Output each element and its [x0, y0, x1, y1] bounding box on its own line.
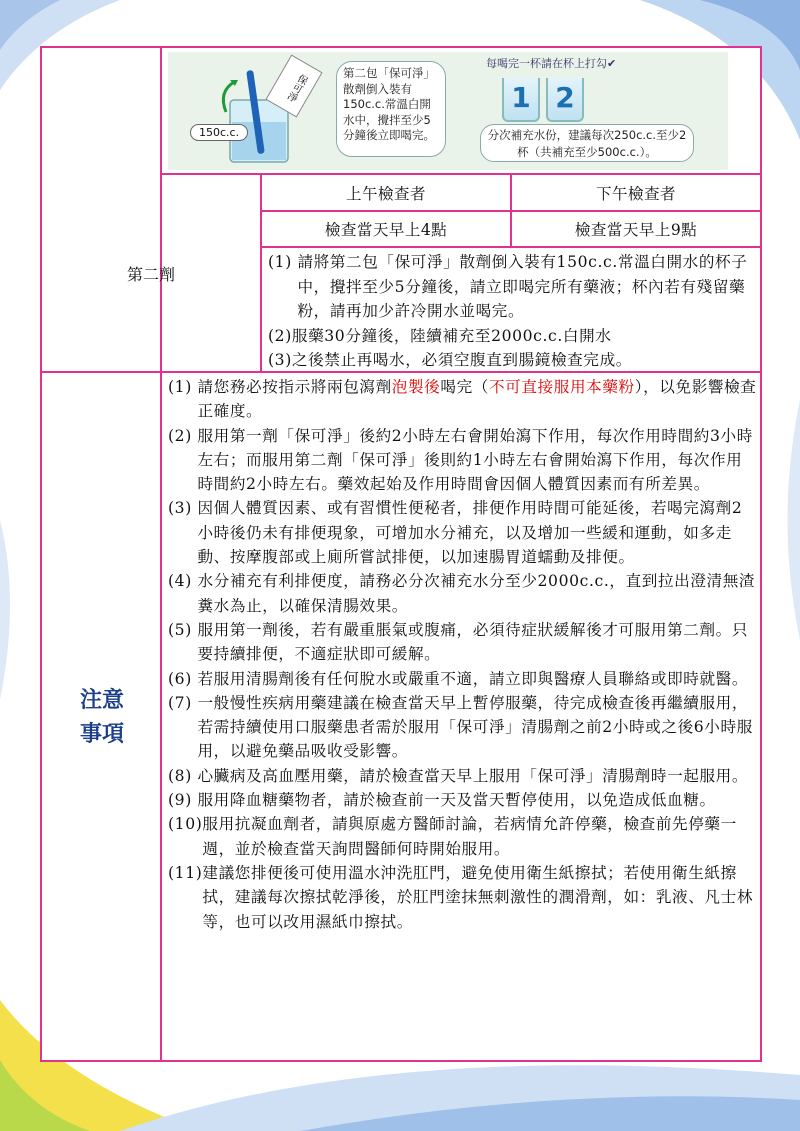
item-number: (3)	[168, 499, 198, 518]
item-text-part: ），以免影響檢查 正確度。	[197, 378, 773, 421]
emphasis-text: 泡製後	[391, 378, 441, 396]
morning-dose-time: 檢查當天早上4點	[324, 221, 448, 239]
list-item	[168, 691, 758, 764]
item-number: (5)	[168, 620, 198, 639]
notice-title-line: 事項	[79, 722, 124, 747]
item-text-part: 喝完（	[440, 378, 489, 396]
item-number: (3)	[268, 351, 292, 369]
list-item	[168, 618, 758, 667]
item-text: 服用降血糖藥物者，請於檢查前一天及當天暫停使用，以免造成低血糖。	[197, 791, 716, 810]
afternoon-examinee-header: 下午檢查者	[595, 185, 676, 203]
item-text: 一般慢性疾病用藥建議在檢查當天早上暫停服藥，待完成檢查後再繼續服用，若需持續使用口服藥患者需於服用「保可淨」清腸劑之前2小時或之後6小時服用，以避免藥品吸收受影響。	[197, 693, 753, 761]
item-text: 若服用清腸劑後有任何脫水或嚴重不適，請立即與醫療人員聯絡或即時就醫。	[197, 669, 749, 688]
item-text: 服用第一劑「保可淨」後約2小時左右會開始瀉下作用，每次作用時間約3小時左右；而服用第二劑「保可淨」後則約1小時左右會開始瀉下作用，每次作用時間約2小時左右。藥效起始及作用時間會因個人體質因素而有所差異。	[197, 426, 753, 494]
item-text: 請將第二包「保可淨」散劑倒入裝有150c.c.常溫白開水的杯子中，攪拌至少5分鐘後，請立即喝完所有藥液；杯內若有殘留藥粉，請再加少許冷開水並喝完。	[297, 253, 748, 320]
item-text: 建議您排便後可使用溫水沖洗肛門，避免使用衛生紙擦拭；若使用衛生紙擦拭，建議每次擦拭乾淨後，於肛門塗抹無刺激性的潤滑劑，如：乳液、凡士林等，也可以改用濕紙巾擦拭。	[202, 863, 754, 931]
item-number: (1)	[268, 253, 298, 271]
item-number: (2)	[168, 426, 198, 445]
list-item	[268, 348, 758, 373]
list-item	[168, 861, 758, 934]
water-cup-2: 2	[546, 78, 584, 122]
item-number: (11)	[168, 863, 203, 882]
item-text: 心臟病及高血壓用藥，請於檢查當天早上服用「保可淨」清腸劑時一起服用。	[197, 766, 749, 785]
item-number: (4)	[168, 572, 198, 591]
list-item	[168, 764, 758, 788]
item-text: 水分補充有利排便度，請務必分次補充水分至少2000c.c.，直到拉出澄清無渣糞水為止，以確保清腸效果。	[197, 572, 756, 615]
item-number: (8)	[168, 766, 198, 785]
item-number: (6)	[168, 669, 198, 688]
afternoon-dose-time: 檢查當天早上9點	[574, 221, 698, 239]
water-intake-note: 分次補充水份，建議每次250c.c.至少2杯（共補充至少500c.c.）。	[480, 124, 694, 162]
glass-volume-label: 150c.c.	[190, 124, 248, 141]
item-text-part: 請您務必按指示將兩包瀉劑	[197, 378, 392, 396]
checkmark-hint: 每喝完一杯請在杯上打勾✔	[486, 57, 617, 70]
item-text: 服用第一劑後，若有嚴重脹氣或腹痛，必須待症狀緩解後才可服用第二劑。只要持續排便，不適症狀即可緩解。	[197, 620, 749, 664]
water-cup-1: 1	[502, 78, 540, 122]
packet-label: 保可淨	[283, 71, 309, 103]
list-item	[168, 496, 758, 569]
list-item	[168, 667, 758, 691]
list-item	[168, 788, 758, 812]
item-text: 服用抗凝血劑者，請與原處方醫師討論，若病情允許停藥，檢查前先停藥一週，並於檢查當天詢問醫師何時開始服用。	[202, 815, 737, 858]
warning-text: 不可直接服用本藥粉	[488, 378, 635, 396]
item-number: (10)	[168, 815, 203, 834]
list-item	[168, 424, 758, 497]
second-dose-label: 第二劑	[126, 265, 175, 284]
instruction-illustration	[168, 52, 728, 170]
mixing-instruction-bubble: 第二包「保可淨」散劑倒入裝有150c.c.常溫白開水中，攪拌至少5分鐘後立即喝完。	[336, 61, 446, 157]
list-item	[168, 812, 758, 861]
list-item	[168, 569, 758, 618]
list-item	[268, 250, 758, 324]
item-text: 之後禁止再喝水，必須空腹直到腸鏡檢查完成。	[291, 351, 632, 369]
morning-examinee-header: 上午檢查者	[345, 185, 426, 203]
item-number: (7)	[168, 693, 198, 712]
item-text: 服藥30分鐘後，陸續補充至2000c.c.白開水	[291, 326, 612, 345]
notice-title	[42, 684, 162, 752]
item-text: 因個人體質因素、或有習慣性便秘者，排便作用時間可能延後，若喝完瀉劑2小時後仍未有排便現象，可增加水分補充，以及增加一些緩和運動，如多走動、按摩腹部或上廁所嘗試排便，以加速腸胃道蠕動及排便。	[197, 499, 743, 567]
list-item	[268, 324, 758, 349]
item-number: (2)	[268, 326, 292, 345]
item-number: (1)	[168, 378, 198, 396]
notice-list	[168, 375, 773, 934]
item-text	[197, 375, 773, 424]
list-item	[168, 375, 773, 424]
second-dose-steps	[268, 250, 758, 373]
notice-title-line: 注意	[79, 688, 124, 713]
item-number: (9)	[168, 791, 198, 810]
